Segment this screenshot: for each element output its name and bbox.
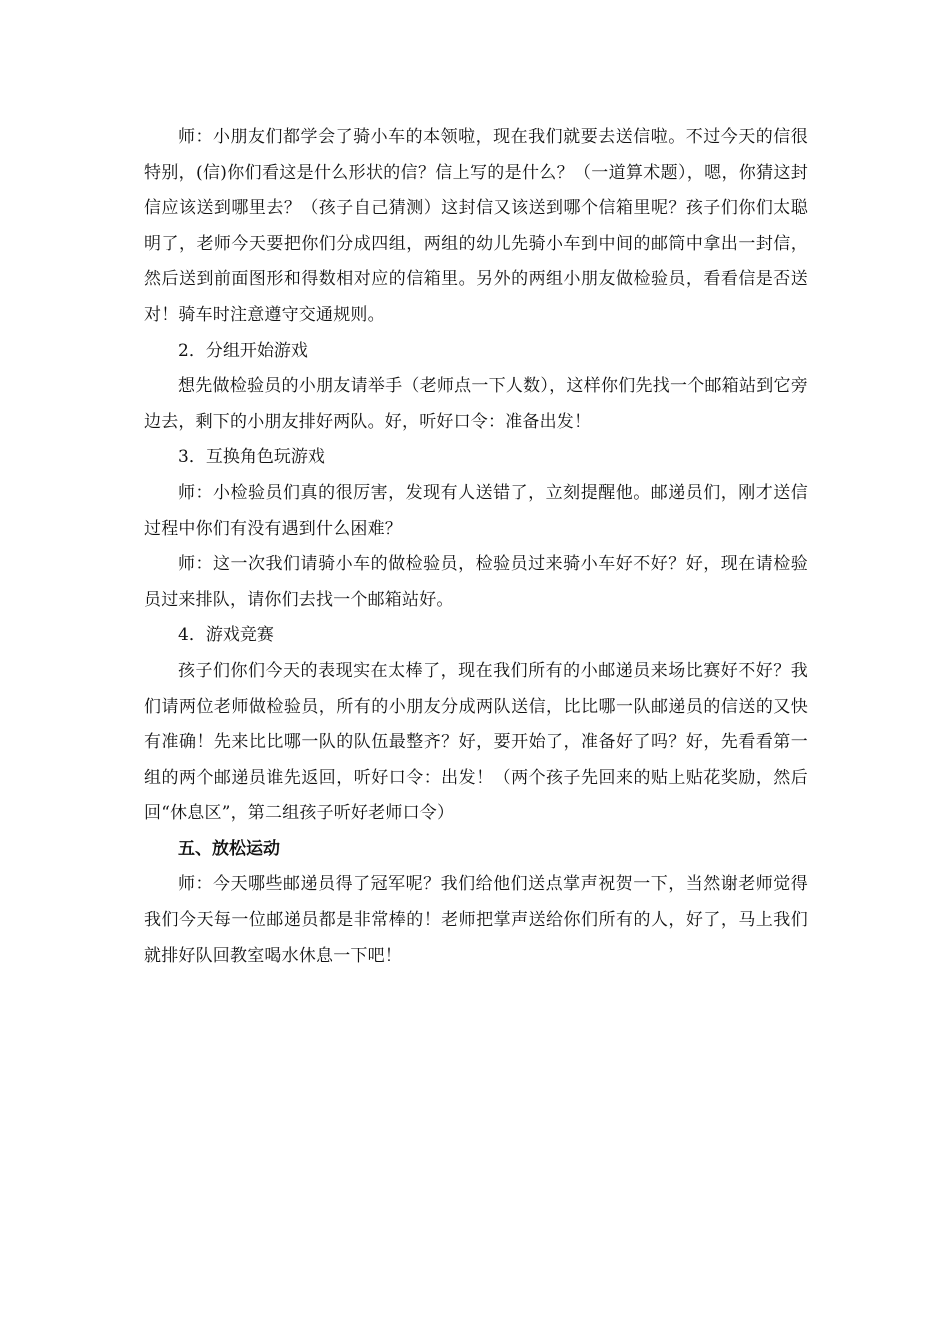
paragraph-closing: 师：今天哪些邮递员得了冠军呢？我们给他们送点掌声祝贺一下，当然谢老师觉得我们今天每一位邮递员都是非常棒的！老师把掌声送给你们所有的人，好了，马上我们就排好队回教室喝水休息一下吧！: [144, 874, 808, 966]
paragraph-inspector-praise: 师：小检验员们真的很厉害，发现有人送错了，立刻提醒他。邮递员们，刚才送信过程中你们有没有遇到什么困难？: [144, 482, 808, 539]
paragraph-teacher-intro: 师：小朋友们都学会了骑小车的本领啦，现在我们就要去送信啦。不过今天的信很特别，(信)你们看这是什么形状的信？信上写的是什么？（一道算术题），嗯，你猜这封信应该送到哪里去？（孩子自己猜测）这封信又该送到哪个信箱里呢？孩子们你们太聪明了，老师今天要把你们分成四组，两组的幼儿先骑小车到中间的邮筒中拿出一封信，然后送到前面图形和得数相对应的信箱里。另外的两组小朋友做检验员，看看信是否送对！骑车时注意遵守交通规则。: [144, 127, 808, 325]
paragraph-competition: 孩子们你们今天的表现实在太棒了，现在我们所有的小邮递员来场比赛好不好？我们请两位老师做检验员，所有的小朋友分成两队送信，比比哪一队邮递员的信送的又快有准确！先来比比哪一队的队伍最整齐？好，要开始了，准备好了吗？好，先看看第一组的两个邮递员谁先返回，听好口令：出发！（两个孩子先回来的贴上贴花奖励，然后回“休息区”，第二组孩子听好老师口令）: [144, 660, 808, 824]
heading-swap-roles: 3．互换角色玩游戏: [178, 447, 325, 468]
heading-relax-exercise: 五、放松运动: [178, 838, 280, 859]
heading-game-competition: 4．游戏竞赛: [178, 625, 274, 646]
paragraph-switch-roles: 师：这一次我们请骑小车的做检验员，检验员过来骑小车好不好？好，现在请检验员过来排队，请你们去找一个邮箱站好。: [144, 554, 808, 610]
paragraph-inspector-volunteers: 想先做检验员的小朋友请举手（老师点一下人数），这样你们先找一个邮箱站到它旁边去，剩下的小朋友排好两队。好，听好口令：准备出发！: [144, 376, 808, 432]
document-body: [144, 120, 808, 974]
heading-group-game: 2．分组开始游戏: [178, 340, 308, 361]
